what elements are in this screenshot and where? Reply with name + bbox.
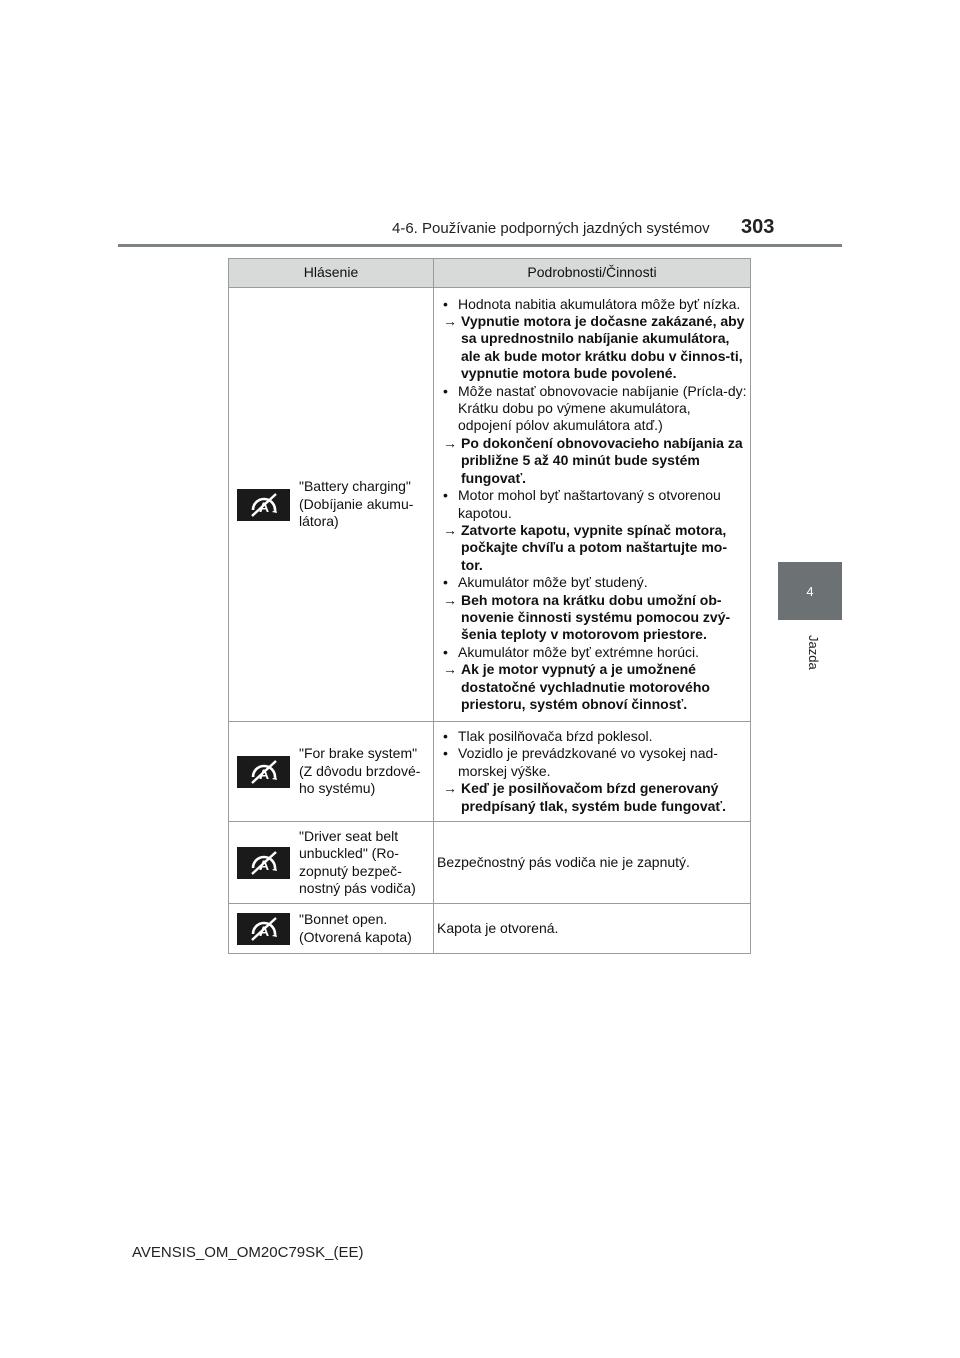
- detail-text: Kapota je otvorená.: [437, 919, 559, 936]
- detail-action: → Beh motora na krátku dobu umožní ob-novenie činnosti systému pomocou zvý-šenia teploty v motorovom priestore.: [443, 592, 747, 644]
- table-row: [229, 288, 751, 722]
- detail-action: → Zatvorte kapotu, vypnite spínač motora, počkajte chvíľu a potom naštartujte mo-tor.: [443, 522, 747, 574]
- details-cell: [434, 822, 751, 904]
- column-header-details: Podrobnosti/Činnosti: [434, 259, 751, 288]
- auto-start-stop-off-icon: [237, 913, 290, 945]
- message-table: [228, 258, 751, 954]
- message-cell: [229, 904, 434, 954]
- detail-bullet: • Akumulátor môže byť studený.: [443, 574, 747, 591]
- message-cell: [229, 288, 434, 722]
- message-cell: [229, 722, 434, 822]
- detail-bullet: • Môže nastať obnovovacie nabíjanie (Prícla-dy: Krátku dobu po výmene akumulátora, odpojení pólov akumulátora atď.): [443, 383, 747, 435]
- page-number: 303: [741, 216, 775, 238]
- chapter-label: Jazda: [806, 634, 821, 670]
- message-text: "Battery charging" (Dobíjanie akumu-látora): [299, 478, 414, 530]
- column-header-message: Hlásenie: [229, 259, 434, 288]
- auto-start-stop-off-icon: [237, 489, 290, 521]
- message-text: "For brake system" (Z dôvodu brzdové-ho systému): [299, 745, 421, 797]
- detail-bullet: • Tlak posilňovača bŕzd poklesol.: [443, 728, 747, 745]
- auto-start-stop-off-icon: [237, 756, 290, 788]
- svg-text:A: A: [258, 498, 269, 515]
- chapter-tab: [778, 562, 842, 620]
- message-cell: [229, 822, 434, 904]
- header-title: 4-6. Používanie podporných jazdných systémov: [392, 220, 710, 237]
- detail-bullet: • Akumulátor môže byť extrémne horúci.: [443, 644, 747, 661]
- detail-action: → Keď je posilňovačom bŕzd generovaný predpísaný tlak, systém bude fungovať.: [443, 780, 747, 815]
- details-cell: [434, 288, 751, 722]
- detail-action: → Ak je motor vypnutý a je umožnené dostatočné vychladnutie motorového priestoru, systém obnoví činnosť.: [443, 661, 747, 713]
- detail-action: → Vypnutie motora je dočasne zakázané, aby sa uprednostnilo nabíjanie akumulátora, ale ak bude motor krátku dobu v činnos-ti, vypnutie motora bude povolené.: [443, 313, 747, 383]
- header-rule: [118, 244, 842, 247]
- table-row: [229, 904, 751, 954]
- footer-document-code: AVENSIS_OM_OM20C79SK_(EE): [132, 1244, 364, 1261]
- svg-text:A: A: [258, 922, 269, 939]
- detail-text: Bezpečnostný pás vodiča nie je zapnutý.: [437, 853, 690, 870]
- detail-bullet: • Hodnota nabitia akumulátora môže byť nízka.: [443, 296, 747, 313]
- detail-action: → Po dokončení obnovovacieho nabíjania za približne 5 až 40 minút bude systém fungovať.: [443, 435, 747, 487]
- table-row: [229, 722, 751, 822]
- svg-text:A: A: [258, 856, 269, 873]
- detail-bullet: • Motor mohol byť naštartovaný s otvorenou kapotou.: [443, 487, 747, 522]
- table-row: [229, 822, 751, 904]
- auto-start-stop-off-icon: [237, 847, 290, 879]
- details-cell: [434, 722, 751, 822]
- message-text: "Driver seat belt unbuckled" (Ro-zopnutý bezpeč-nostný pás vodiča): [299, 827, 416, 896]
- chapter-number: 4: [806, 583, 814, 599]
- message-text: "Bonnet open. (Otvorená kapota): [299, 911, 412, 945]
- svg-text:A: A: [258, 765, 269, 782]
- details-cell: [434, 904, 751, 954]
- table-header-row: [229, 259, 751, 288]
- detail-bullet: • Vozidlo je prevádzkované vo vysokej nad-morskej výške.: [443, 745, 747, 780]
